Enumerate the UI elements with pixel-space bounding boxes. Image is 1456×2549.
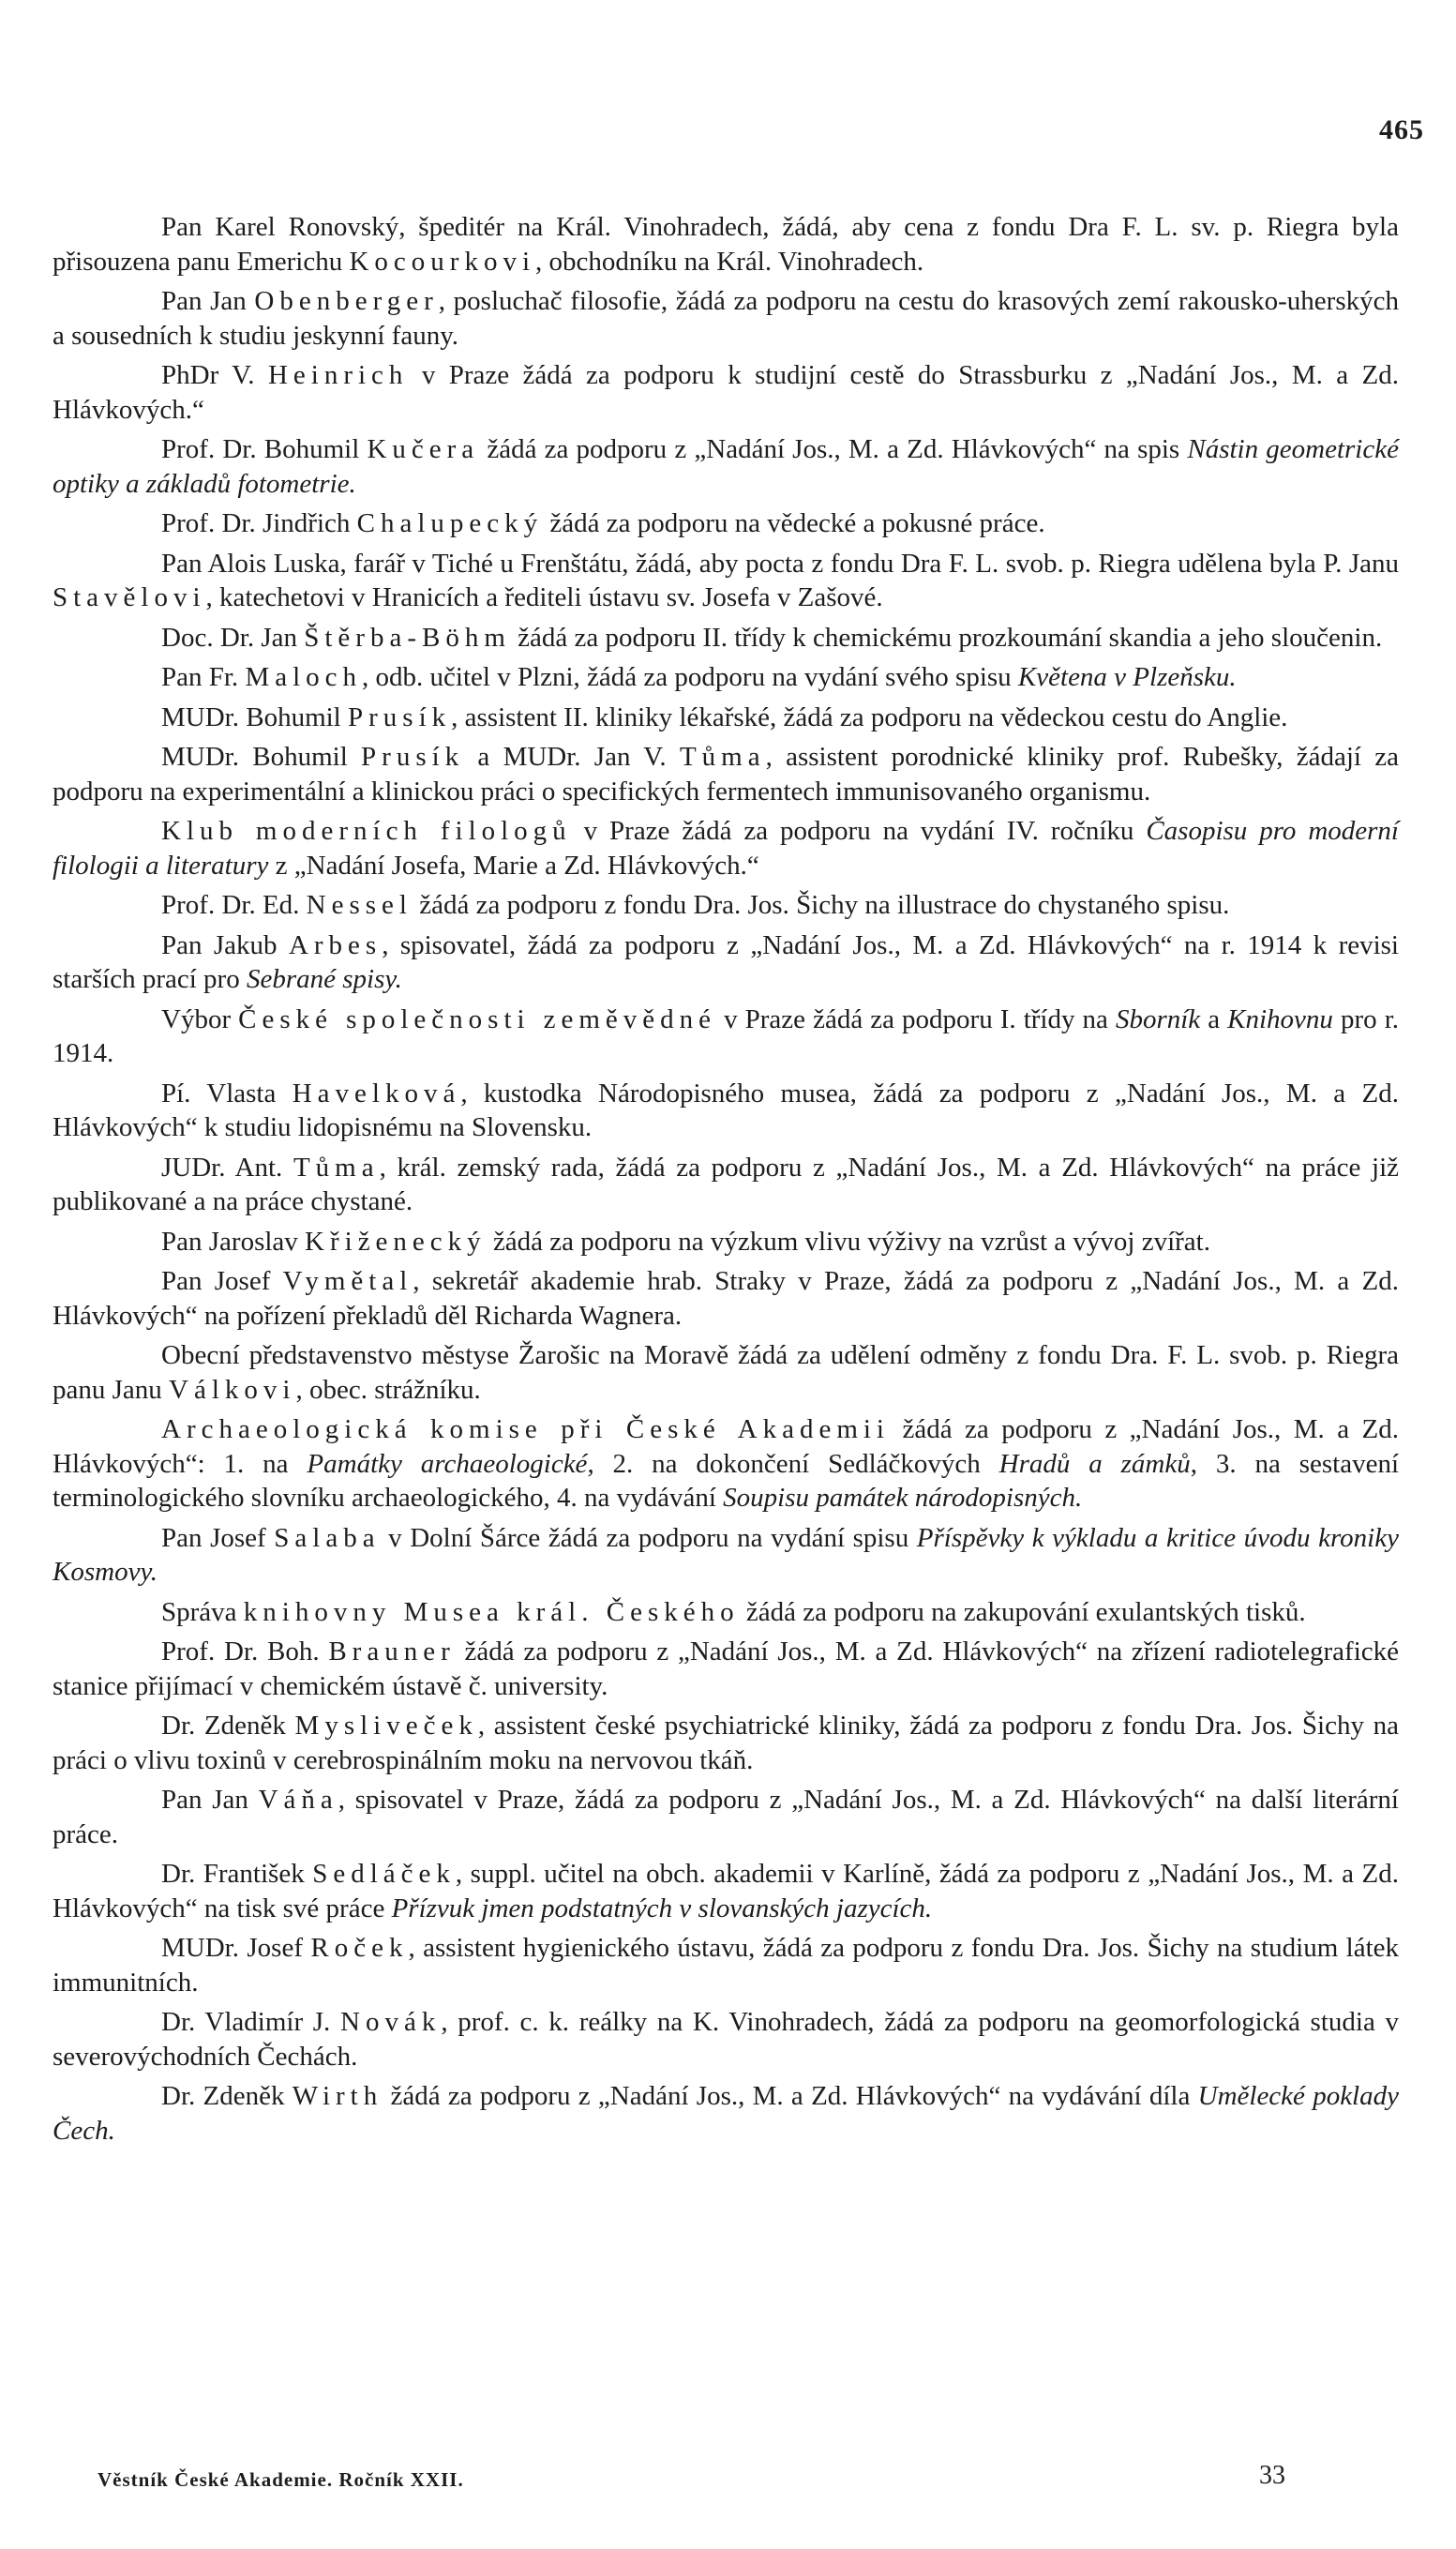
paragraph (53, 1709, 1399, 1777)
text-run: Pan Jaroslav (161, 1226, 306, 1257)
text-run: Pan Jakub (161, 929, 289, 960)
spaced-name: Tůma (679, 742, 766, 772)
paragraph (53, 1857, 1399, 1925)
text-run: , suppl. učitel na obch. akademii v Karlíně, žádá za podporu z „Nadání Jos., M. a Zd. Hlávkových“ na tisk své práce (53, 1859, 1399, 1923)
text-run: Pan Josef (161, 1522, 275, 1553)
text-run: žádá za podporu na výzkum vlivu výživy na vzrůst a vývoj zvířat. (486, 1226, 1210, 1257)
spaced-name: Novák (340, 2007, 442, 2037)
text-run: Správa (161, 1596, 244, 1627)
footer-sheet-number: 33 (1259, 2461, 1285, 2490)
paragraph (53, 888, 1399, 923)
spaced-name: Obenberger (254, 286, 439, 316)
text-run: PhDr V. (161, 360, 268, 390)
text-run: , odb. učitel v Plzni, žádá za podporu na vydání svého spisu (362, 662, 1018, 692)
text-run: Dr. Zdeněk (161, 2081, 293, 2111)
spaced-name: Štěrba-Böhm (304, 622, 511, 653)
spaced-name: Arbes (288, 929, 383, 960)
text-run: Prof. Dr. Jindřich (161, 508, 357, 538)
spaced-name: Vymětal (282, 1266, 413, 1296)
spaced-name: České společnosti zeměvědné (238, 1003, 717, 1034)
text-run: z „Nadání Josefa, Marie a Zd. Hlávkových.“ (268, 850, 759, 881)
text-run: Dr. Zdeněk (161, 1711, 295, 1741)
text-run: , obec. strážníku. (295, 1374, 481, 1405)
italic-title: Umělecké poklady Čech. (53, 2081, 1399, 2146)
text-run: , obchodníku na Král. Vinohradech. (535, 246, 924, 277)
text-run: pro r. 1914. (53, 1003, 1400, 1068)
paragraph (53, 1003, 1399, 1071)
text-run: žádá za podporu z „Nadání Jos., M. a Zd. Hlávkových“: 1. na (53, 1414, 1400, 1479)
text-run: Prof. Dr. Bohumil (161, 434, 368, 464)
italic-title: Květena v Plzeňsku. (1017, 662, 1237, 692)
text-run: Pan Jan (161, 286, 255, 316)
text-run: , 2. na dokončení Sedláčkových (587, 1448, 999, 1479)
text-run: žádá za podporu z „Nadání Jos., M. a Zd. Hlávkových“ na spis (479, 434, 1188, 464)
text-run: v Dolní Šárce žádá za podporu na vydání spisu (380, 1522, 917, 1553)
paragraph (53, 210, 1399, 279)
text-run: Pan Josef (161, 1266, 283, 1296)
text-run: v Praze žádá za podporu I. třídy na (716, 1003, 1116, 1034)
text-run: žádá za podporu na vědecké a pokusné práce. (543, 508, 1045, 538)
italic-title: Soupisu památek národopisných. (723, 1483, 1083, 1513)
paragraph (53, 1338, 1399, 1407)
text-run: MUDr. Bohumil (161, 742, 362, 772)
text-run: , sekretář akademie hrab. Straky v Praze, žádá za podporu z „Nadání Jos., M. a Zd. Hlávkových“ na pořízení překladů děl Richarda Wagnera. (53, 1266, 1399, 1331)
spaced-name: Válkovi (169, 1374, 296, 1405)
spaced-name: Klub moderních filologů (161, 816, 572, 846)
text-run: žádá za podporu z „Nadání Jos., M. a Zd. Hlávkových“ na vydávání díla (383, 2081, 1198, 2111)
text-run: Pan Karel Ronovský, špeditér na Král. Vinohradech, žádá, aby cena z fondu Dra F. L. sv. p. Riegra byla přisouzena panu Emerichu (53, 212, 1399, 277)
text-run: Dr. Vladimír J. (161, 2007, 340, 2037)
italic-title: Přízvuk jmen podstatných v slovanských jazycích. (391, 1893, 933, 1923)
text-run: žádá za podporu na zakupování exulantských tisků. (739, 1596, 1306, 1627)
text-run: , katechetovi v Hranicích a řediteli ústavu sv. Josefa v Zašové. (205, 582, 883, 612)
text-run: žádá za podporu z „Nadání Jos., M. a Zd. Hlávkových“ na zřízení radiotelegrafické stanice přijímací v chemickém ústavě č. university. (53, 1636, 1399, 1701)
text-run: a (1200, 1003, 1228, 1034)
italic-title: Památky archaeologické (307, 1448, 588, 1479)
text-run: žádá za podporu z fondu Dra. Jos. Šichy na illustrace do chystaného spisu. (413, 890, 1230, 920)
spaced-name: Roček (310, 1933, 409, 1963)
paragraph (53, 701, 1399, 735)
text-run: , assistent české psychiatrické kliniky, žádá za podporu z fondu Dra. Jos. Šichy na práci o vlivu toxinů v cerebrospinálním moku na nervovou tkáň. (53, 1711, 1399, 1775)
italic-title: Knihovnu (1227, 1003, 1333, 1034)
text-run: v Praze žádá za podporu na vydání IV. ročníku (571, 816, 1147, 846)
paragraph (53, 1412, 1399, 1516)
paragraph (53, 506, 1399, 541)
text-run: Dr. František (161, 1859, 313, 1889)
text-run: , spisovatel, žádá za podporu z „Nadání Jos., M. a Zd. Hlávkových“ na r. 1914 k revisi starších prací pro (53, 929, 1399, 994)
spaced-name: Tůma (293, 1152, 380, 1183)
paragraph (53, 1077, 1399, 1145)
text-run: , prof. c. k. reálky na K. Vinohradech, žádá za podporu na geomorfologická studia v severovýchodních Čechách. (53, 2007, 1399, 2072)
document-body (53, 210, 1399, 2153)
spaced-name: Prusík (348, 701, 452, 732)
paragraph (53, 1635, 1399, 1703)
text-run: MUDr. Josef (161, 1933, 311, 1963)
spaced-name: Wirth (292, 2081, 383, 2111)
paragraph (53, 740, 1399, 808)
text-run: , assistent porodnické kliniky prof. Rubešky, žádají za podporu na experimentální a klinickou práci o specifických fermentech immunisovaného organismu. (53, 742, 1399, 807)
paragraph (53, 2005, 1399, 2074)
spaced-name: Kocourkovi (349, 246, 535, 277)
text-run: Pan Fr. (161, 662, 246, 692)
paragraph (53, 1225, 1399, 1259)
paragraph (53, 1264, 1399, 1333)
paragraph (53, 1151, 1399, 1219)
text-run: , král. zemský rada, žádá za podporu z „Nadání Jos., M. a Zd. Hlávkových“ na práce již publikované a na práce chystané. (53, 1152, 1399, 1216)
spaced-name: Maloch (245, 662, 363, 692)
paragraph (53, 547, 1399, 615)
spaced-name: Mysliveček (294, 1711, 478, 1741)
text-run: v Praze žádá za podporu k studijní cestě do Strassburku z „Nadání Jos., M. a Zd. Hlávkových.“ (53, 360, 1399, 425)
paragraph (53, 814, 1399, 882)
spaced-name: Stavělovi (53, 582, 206, 612)
italic-title: Nástin geometrické optiky a základů fotometrie. (53, 434, 1399, 499)
text-run: Prof. Dr. Ed. (161, 890, 307, 920)
italic-title: Sborník (1115, 1003, 1201, 1034)
spaced-name: Váňa (258, 1785, 338, 1815)
text-run: žádá za podporu II. třídy k chemickému prozkoumání skandia a jeho sloučenin. (510, 622, 1383, 653)
spaced-name: Havelková (292, 1078, 461, 1109)
spaced-name: Brauner (328, 1636, 456, 1667)
text-run: Pan Jan (161, 1785, 259, 1815)
spaced-name: Sedláček (312, 1859, 456, 1889)
footer-journal: Věstník České Akademie. Ročník XXII. (98, 2468, 464, 2491)
text-run: Obecní představenstvo městyse Žarošic na Moravě žádá za udělení odměny z fondu Dra. F. L. svob. p. Riegra panu Janu (53, 1340, 1399, 1405)
spaced-name: Chalupecký (356, 508, 544, 538)
page-number: 465 (1379, 114, 1424, 145)
italic-title: Příspěvky k výkladu a kritice úvodu kroniky Kosmovy. (53, 1522, 1399, 1587)
text-run: Doc. Dr. Jan (161, 622, 305, 653)
text-run: , posluchač filosofie, žádá za podporu na cestu do krasových zemí rakousko-uherských a sousedních k studiu jeskynní fauny. (53, 286, 1399, 351)
text-run: Prof. Dr. Boh. (161, 1636, 329, 1667)
text-run: , assistent hygienického ústavu, žádá za podporu z fondu Dra. Jos. Šichy na studium látek immunitních. (53, 1933, 1399, 1998)
paragraph (53, 621, 1399, 656)
paragraph (53, 358, 1399, 427)
paragraph (53, 1931, 1399, 1999)
text-run: MUDr. Bohumil (161, 701, 348, 732)
italic-title: Hradů a zámků (998, 1448, 1191, 1479)
spaced-name: Prusík (361, 742, 465, 772)
text-run: Pan Alois Luska, farář v Tiché u Frenštátu, žádá, aby pocta z fondu Dra F. L. svob. p. Riegra udělena byla P. Janu (161, 548, 1399, 579)
text-run: , kustodka Národopisného musea, žádá za podporu z „Nadání Jos., M. a Zd. Hlávkových“ k studiu lidopisnému na Slovensku. (53, 1078, 1399, 1142)
spaced-name: Křiženecký (305, 1226, 487, 1257)
text-run: , 3. na sestavení terminologického slovníku archaeologického, 4. na vydávání (53, 1448, 1400, 1513)
paragraph (53, 284, 1399, 353)
text-run: Výbor (161, 1003, 239, 1034)
italic-title: Sebrané spisy. (246, 964, 402, 994)
text-run: , assistent II. kliniky lékařské, žádá za podporu na vědeckou cestu do Anglie. (451, 701, 1288, 732)
paragraph (53, 928, 1399, 997)
spaced-name: Heinrich (267, 360, 409, 390)
text-run: , spisovatel v Praze, žádá za podporu z „Nadání Jos., M. a Zd. Hlávkových“ na další literární práce. (53, 1785, 1399, 1849)
italic-title: Časopisu pro moderní filologii a literatury (53, 816, 1399, 881)
spaced-name: Kučera (367, 434, 480, 464)
text-run: a MUDr. Jan V. (464, 742, 680, 772)
spaced-name: Nessel (306, 890, 413, 920)
paragraph (53, 432, 1399, 501)
spaced-name: Salaba (274, 1522, 381, 1553)
paragraph (53, 1595, 1399, 1630)
paragraph (53, 1783, 1399, 1851)
spaced-name: Archaeologická komise při České Akademii (161, 1414, 890, 1444)
text-run: Pí. Vlasta (161, 1078, 293, 1109)
spaced-name: knihovny Musea král. Českého (243, 1596, 740, 1627)
paragraph (53, 2079, 1399, 2148)
text-run: JUDr. Ant. (161, 1152, 293, 1183)
paragraph (53, 660, 1399, 695)
paragraph (53, 1521, 1399, 1590)
